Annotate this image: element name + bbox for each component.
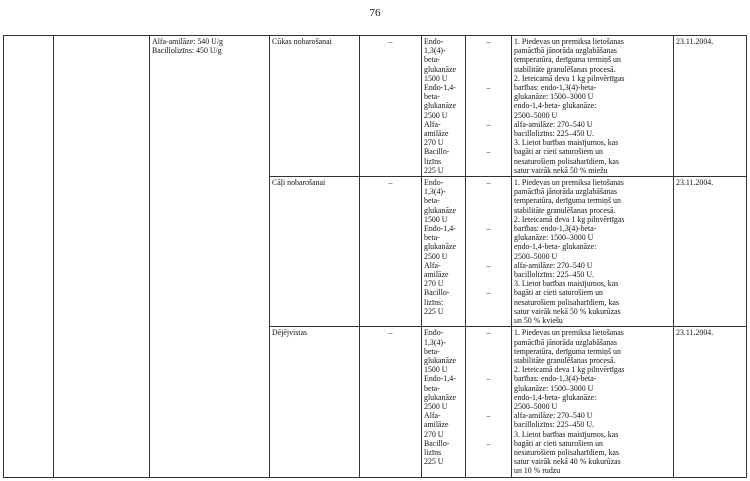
max-content-cell xyxy=(466,327,512,477)
enzyme-line: 1500 U xyxy=(424,73,448,83)
enzyme-cell xyxy=(422,36,466,177)
provisions-cell xyxy=(512,36,674,177)
enzyme-line: beta- xyxy=(424,233,440,243)
provision-line: satur vairāk nekā 50 % miežu xyxy=(514,165,608,175)
enzyme-line: 1500 U xyxy=(424,214,448,224)
enzyme-line: beta- xyxy=(424,196,440,206)
species-cell: Dējējvistas xyxy=(270,327,360,477)
dash-mark: – xyxy=(486,260,491,270)
provision-line: endo-1,4-beta- glukanāze: xyxy=(514,392,597,402)
provision-line: alfa-amilāze: 270–540 U xyxy=(514,411,593,421)
provision-line: 3. Lietot barības maisījumos, kas xyxy=(514,429,619,439)
provision-line: 3. Lietot barības maisījumos, kas xyxy=(514,279,619,289)
age-cell: – xyxy=(360,177,422,327)
provision-line: barības: endo-1,3(4)-beta- xyxy=(514,224,597,234)
enzyme-line: 225 U xyxy=(424,457,444,467)
enzyme-line: Endo- xyxy=(424,178,444,188)
dash-mark: – xyxy=(486,438,491,448)
provision-line: 2500–5000 U xyxy=(514,110,558,120)
provision-line: alfa-amilāze: 270–540 U xyxy=(514,260,593,270)
additive-table xyxy=(3,35,747,478)
enzyme-line: 225 U xyxy=(424,306,444,316)
provision-line: satur vairāk nekā 50 % kukurūzas xyxy=(514,306,621,316)
provision-line: endo-1,4-beta- glukanāze: xyxy=(514,242,597,252)
provision-line: 1. Piedevas un premiksa lietošanas xyxy=(514,178,624,188)
provisions-cell xyxy=(512,177,674,327)
dash-mark: – xyxy=(486,178,491,188)
dash-mark: – xyxy=(486,328,491,338)
enzyme-line: glukanāze xyxy=(424,242,456,252)
provision-line: 2. Ieteicamā deva 1 kg pilnvērtīgas xyxy=(514,365,625,375)
table-row xyxy=(4,36,747,177)
dash-mark: – xyxy=(486,288,491,298)
max-content-cell xyxy=(466,36,512,177)
provision-line: bagāti ar cieti saturošiem un xyxy=(514,438,603,448)
enzyme-line: Alfa- xyxy=(424,119,441,129)
enzyme-line: beta- xyxy=(424,346,440,356)
enzyme-line: Endo-1,4- xyxy=(424,374,456,384)
enzyme-line: glukanāze xyxy=(424,392,456,402)
enzyme-line: lizīns xyxy=(424,447,442,457)
provision-line: nesaturošiem polisaharīdiem, kas xyxy=(514,297,619,307)
enzyme-line: beta- xyxy=(424,92,440,102)
dash-mark: – xyxy=(486,37,491,46)
additive-line: Alfa-amilāze: 540 U/g xyxy=(152,37,223,46)
enzyme-line: 2500 U xyxy=(424,110,448,120)
enzyme-line: Alfa- xyxy=(424,411,441,421)
dash-mark: – xyxy=(486,119,491,129)
provision-line: glukanāze: 1500–3000 U xyxy=(514,383,594,393)
provision-line: bacillolizīns: 225–450 U. xyxy=(514,129,594,139)
enzyme-line: glukanāze xyxy=(424,355,456,365)
date-cell: 23.11.2004. xyxy=(674,36,747,177)
provision-line: stabilitāte granulēšanas procesā. xyxy=(514,64,616,74)
enzyme-line: Bacillo- xyxy=(424,288,450,298)
provision-line: bacillolizīns: 225–450 U. xyxy=(514,270,594,280)
provision-line: bacillolizīns: 225–450 U. xyxy=(514,420,594,430)
enzyme-line: beta- xyxy=(424,55,440,65)
provision-line: pamācībā jānorāda uzglabāšanas xyxy=(514,46,617,56)
enzyme-line: glukanāze xyxy=(424,101,456,111)
enzyme-line: 270 U xyxy=(424,138,444,148)
provision-line: nesaturošiem polisaharīdiem, kas xyxy=(514,447,619,457)
provision-line: 2. Ieteicamā deva 1 kg pilnvērtīgas xyxy=(514,214,625,224)
species-cell: Cāļi nobarošanai xyxy=(270,177,360,327)
enzyme-line: 270 U xyxy=(424,279,444,289)
enzyme-line: lizīns: xyxy=(424,297,444,307)
enzyme-line: amilāze xyxy=(424,420,449,430)
provision-line: nesaturošiem polisaharīdiem, kas xyxy=(514,156,619,166)
provision-line: barības: endo-1,3(4)-beta- xyxy=(514,83,597,93)
dash-mark: – xyxy=(486,224,491,234)
enzyme-cell xyxy=(422,177,466,327)
enzyme-line: lizīns xyxy=(424,156,442,166)
additive-line: Bacillolizīns: 450 U/g xyxy=(152,46,222,56)
enzyme-line: 2500 U xyxy=(424,401,448,411)
age-cell: – xyxy=(360,36,422,177)
provision-line: 1. Piedevas un premiksa lietošanas xyxy=(514,328,624,338)
dash-mark: – xyxy=(486,374,491,384)
provision-line: pamācībā jānorāda uzglabāšanas xyxy=(514,337,617,347)
dash-mark: – xyxy=(486,411,491,421)
provision-line: temperatūra, derīguma termiņš un xyxy=(514,346,621,356)
enzyme-cell xyxy=(422,327,466,477)
category-cell xyxy=(54,36,150,478)
additive-cell xyxy=(150,36,270,478)
dash-mark: – xyxy=(486,147,491,157)
provision-line: bagāti ar cieti saturošiem un xyxy=(514,147,603,157)
provision-line: 2. Ieteicamā deva 1 kg pilnvērtīgas xyxy=(514,73,625,83)
provision-line: 2500–5000 U xyxy=(514,251,558,261)
provision-line: barības: endo-1,3(4)-beta- xyxy=(514,374,597,384)
age-cell: – xyxy=(360,327,422,477)
provision-line: 1. Piedevas un premiksa lietošanas xyxy=(514,37,624,46)
enzyme-line: amilāze xyxy=(424,270,449,280)
provision-line: stabilitāte granulēšanas procesā. xyxy=(514,355,616,365)
max-content-cell xyxy=(466,177,512,327)
enzyme-line: 1,3(4)- xyxy=(424,46,446,56)
enzyme-line: glukanāze xyxy=(424,64,456,74)
enzyme-line: Bacillo- xyxy=(424,147,450,157)
provision-line: un 10 % rudzu xyxy=(514,466,561,476)
provision-line: temperatūra, derīguma termiņš un xyxy=(514,55,621,65)
id-cell xyxy=(4,36,54,478)
dash-mark: – xyxy=(486,83,491,93)
provision-line: glukanāze: 1500–3000 U xyxy=(514,92,594,102)
enzyme-line: 1500 U xyxy=(424,365,448,375)
enzyme-line: Endo-1,4- xyxy=(424,224,456,234)
provision-line: temperatūra, derīguma termiņš un xyxy=(514,196,621,206)
enzyme-line: 1,3(4)- xyxy=(424,187,446,197)
provision-line: alfa-amilāze: 270–540 U xyxy=(514,119,593,129)
enzyme-line: Alfa- xyxy=(424,260,441,270)
page-number: 76 xyxy=(369,7,381,19)
enzyme-line: Endo- xyxy=(424,328,444,338)
date-cell: 23.11.2004. xyxy=(674,327,747,477)
provision-line: 2500–5000 U xyxy=(514,401,558,411)
enzyme-line: 1,3(4)- xyxy=(424,337,446,347)
provision-line: 3. Lietot barības maisījumos, kas xyxy=(514,138,619,148)
enzyme-line: Endo-1,4- xyxy=(424,83,456,93)
enzyme-line: 2500 U xyxy=(424,251,448,261)
enzyme-line: 225 U xyxy=(424,165,444,175)
enzyme-line: Bacillo- xyxy=(424,438,450,448)
species-cell: Cūkas nobarošanai xyxy=(270,36,360,177)
enzyme-line: amilāze xyxy=(424,129,449,139)
enzyme-line: 270 U xyxy=(424,429,444,439)
enzyme-line: Endo- xyxy=(424,37,444,46)
date-cell: 23.11.2004. xyxy=(674,177,747,327)
provision-line: glukanāze: 1500–3000 U xyxy=(514,233,594,243)
provisions-cell xyxy=(512,327,674,477)
provision-line: satur vairāk nekā 40 % kukurūzas xyxy=(514,457,621,467)
enzyme-line: beta- xyxy=(424,383,440,393)
enzyme-line: glukanāze xyxy=(424,205,456,215)
provision-line: pamācībā jānorāda uzglabāšanas xyxy=(514,187,617,197)
provision-line: endo-1,4-beta- glukanāze: xyxy=(514,101,597,111)
provision-line: stabilitāte granulēšanas procesā. xyxy=(514,205,616,215)
provision-line: un 50 % kviešu xyxy=(514,316,563,326)
provision-line: bagāti ar cieti saturošiem un xyxy=(514,288,603,298)
